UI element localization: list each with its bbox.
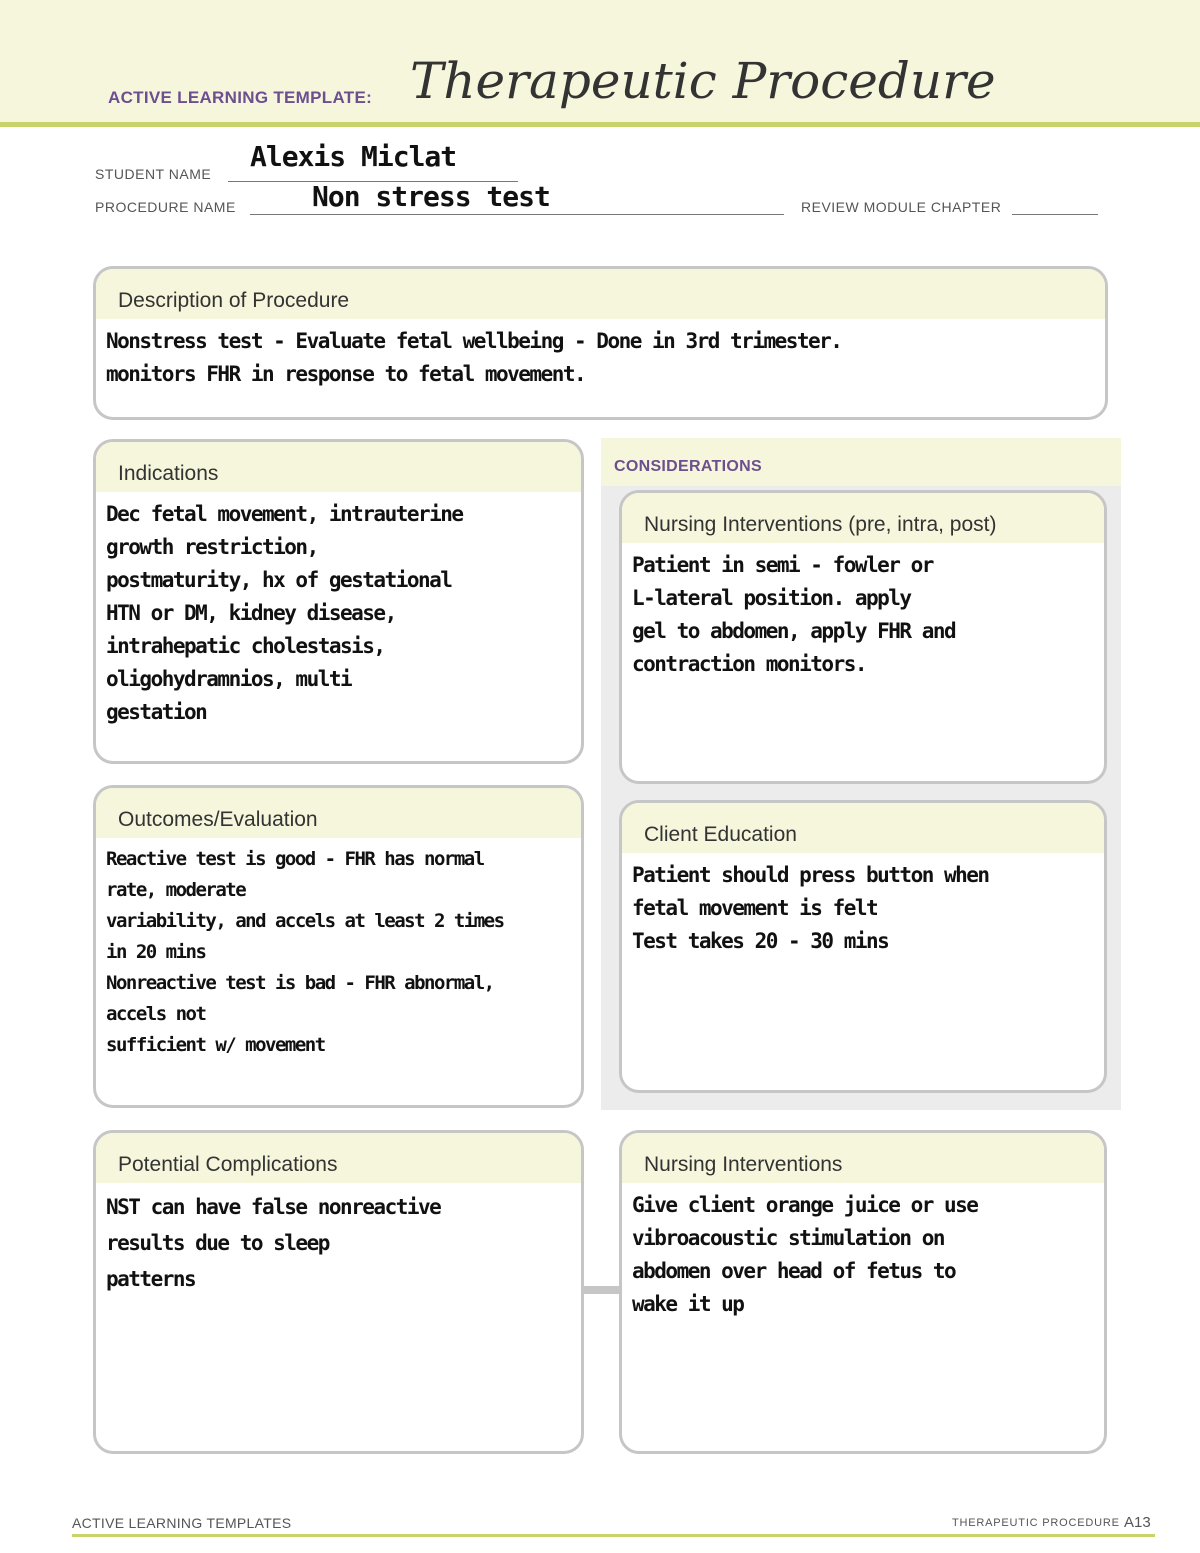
student-name-field[interactable]: Alexis Miclat (250, 140, 457, 173)
review-module-label: REVIEW MODULE CHAPTER (801, 199, 1002, 215)
nursing-pre-line: contraction monitors. (632, 652, 867, 676)
outcomes-line: Reactive test is good - FHR has normal (106, 848, 484, 870)
page-title: Therapeutic Procedure (410, 52, 996, 110)
outcomes-line: rate, moderate (106, 879, 246, 901)
nursing-interventions-line: vibroacoustic stimulation on (632, 1226, 945, 1250)
indications-text[interactable] (96, 492, 581, 729)
procedure-name-label: PROCEDURE NAME (95, 199, 236, 215)
indications-box (93, 439, 584, 764)
indications-line: gestation (106, 700, 207, 724)
header-rule (0, 122, 1200, 127)
client-education-text[interactable] (622, 853, 1104, 958)
client-education-box (619, 800, 1107, 1093)
complications-line: patterns (106, 1267, 196, 1291)
description-line: monitors FHR in response to fetal movement. (106, 362, 586, 386)
nursing-interventions-text[interactable] (622, 1183, 1104, 1321)
outcomes-line: Nonreactive test is bad - FHR abnormal, (106, 972, 494, 994)
nursing-pre-line: L-lateral position. apply (632, 586, 911, 610)
procedure-name-line (250, 214, 784, 215)
considerations-label: CONSIDERATIONS (614, 458, 762, 475)
complications-line: NST can have false nonreactive (106, 1195, 441, 1219)
outcomes-line: sufficient w/ movement (106, 1034, 325, 1056)
indications-line: HTN or DM, kidney disease, (106, 601, 396, 625)
indications-line: growth restriction, (106, 535, 318, 559)
nursing-interventions-box (619, 1130, 1107, 1454)
footer-right: THERAPEUTIC PROCEDURE (952, 1517, 1120, 1529)
complications-line: results due to sleep (106, 1231, 329, 1255)
indications-heading: Indications (96, 442, 581, 492)
template-label: ACTIVE LEARNING TEMPLATE: (108, 88, 373, 107)
nursing-interventions-line: Give client orange juice or use (632, 1193, 978, 1217)
description-line: Nonstress test - Evaluate fetal wellbeing - Done in 3rd trimester. (106, 329, 842, 353)
client-education-line: Test takes 20 - 30 mins (632, 929, 889, 953)
outcomes-line: variability, and accels at least 2 times (106, 910, 504, 932)
nursing-pre-heading: Nursing Interventions (pre, intra, post) (622, 493, 1104, 543)
nursing-interventions-heading: Nursing Interventions (622, 1133, 1104, 1183)
nursing-pre-text[interactable] (622, 543, 1104, 681)
indications-line: intrahepatic cholestasis, (106, 634, 385, 658)
nursing-pre-box (619, 490, 1107, 784)
indications-line: oligohydramnios, multi (106, 667, 352, 691)
page-number: A13 (1124, 1514, 1151, 1531)
description-box (93, 266, 1108, 420)
description-heading: Description of Procedure (96, 269, 1105, 319)
complications-box (93, 1130, 584, 1454)
footer-rule (72, 1534, 1155, 1537)
client-education-line: fetal movement is felt (632, 896, 878, 920)
student-name-label: STUDENT NAME (95, 166, 212, 182)
nursing-pre-line: gel to abdomen, apply FHR and (632, 619, 956, 643)
nursing-pre-line: Patient in semi - fowler or (632, 553, 933, 577)
outcomes-text[interactable] (96, 838, 581, 1061)
complications-text[interactable] (96, 1183, 581, 1297)
indications-line: Dec fetal movement, intrauterine (106, 502, 463, 526)
client-education-heading: Client Education (622, 803, 1104, 853)
nursing-interventions-line: wake it up (632, 1292, 744, 1316)
client-education-line: Patient should press button when (632, 863, 989, 887)
nursing-interventions-line: abdomen over head of fetus to (632, 1259, 956, 1283)
procedure-name-field[interactable]: Non stress test (312, 180, 550, 213)
outcomes-line: accels not (106, 1003, 206, 1025)
box-connector (583, 1286, 621, 1294)
footer-left: ACTIVE LEARNING TEMPLATES (72, 1515, 292, 1531)
description-text[interactable] (96, 319, 1105, 391)
outcomes-line: in 20 mins (106, 941, 206, 963)
review-module-field[interactable] (1012, 214, 1098, 215)
outcomes-box (93, 785, 584, 1108)
complications-heading: Potential Complications (96, 1133, 581, 1183)
indications-line: postmaturity, hx of gestational (106, 568, 452, 592)
outcomes-heading: Outcomes/Evaluation (96, 788, 581, 838)
